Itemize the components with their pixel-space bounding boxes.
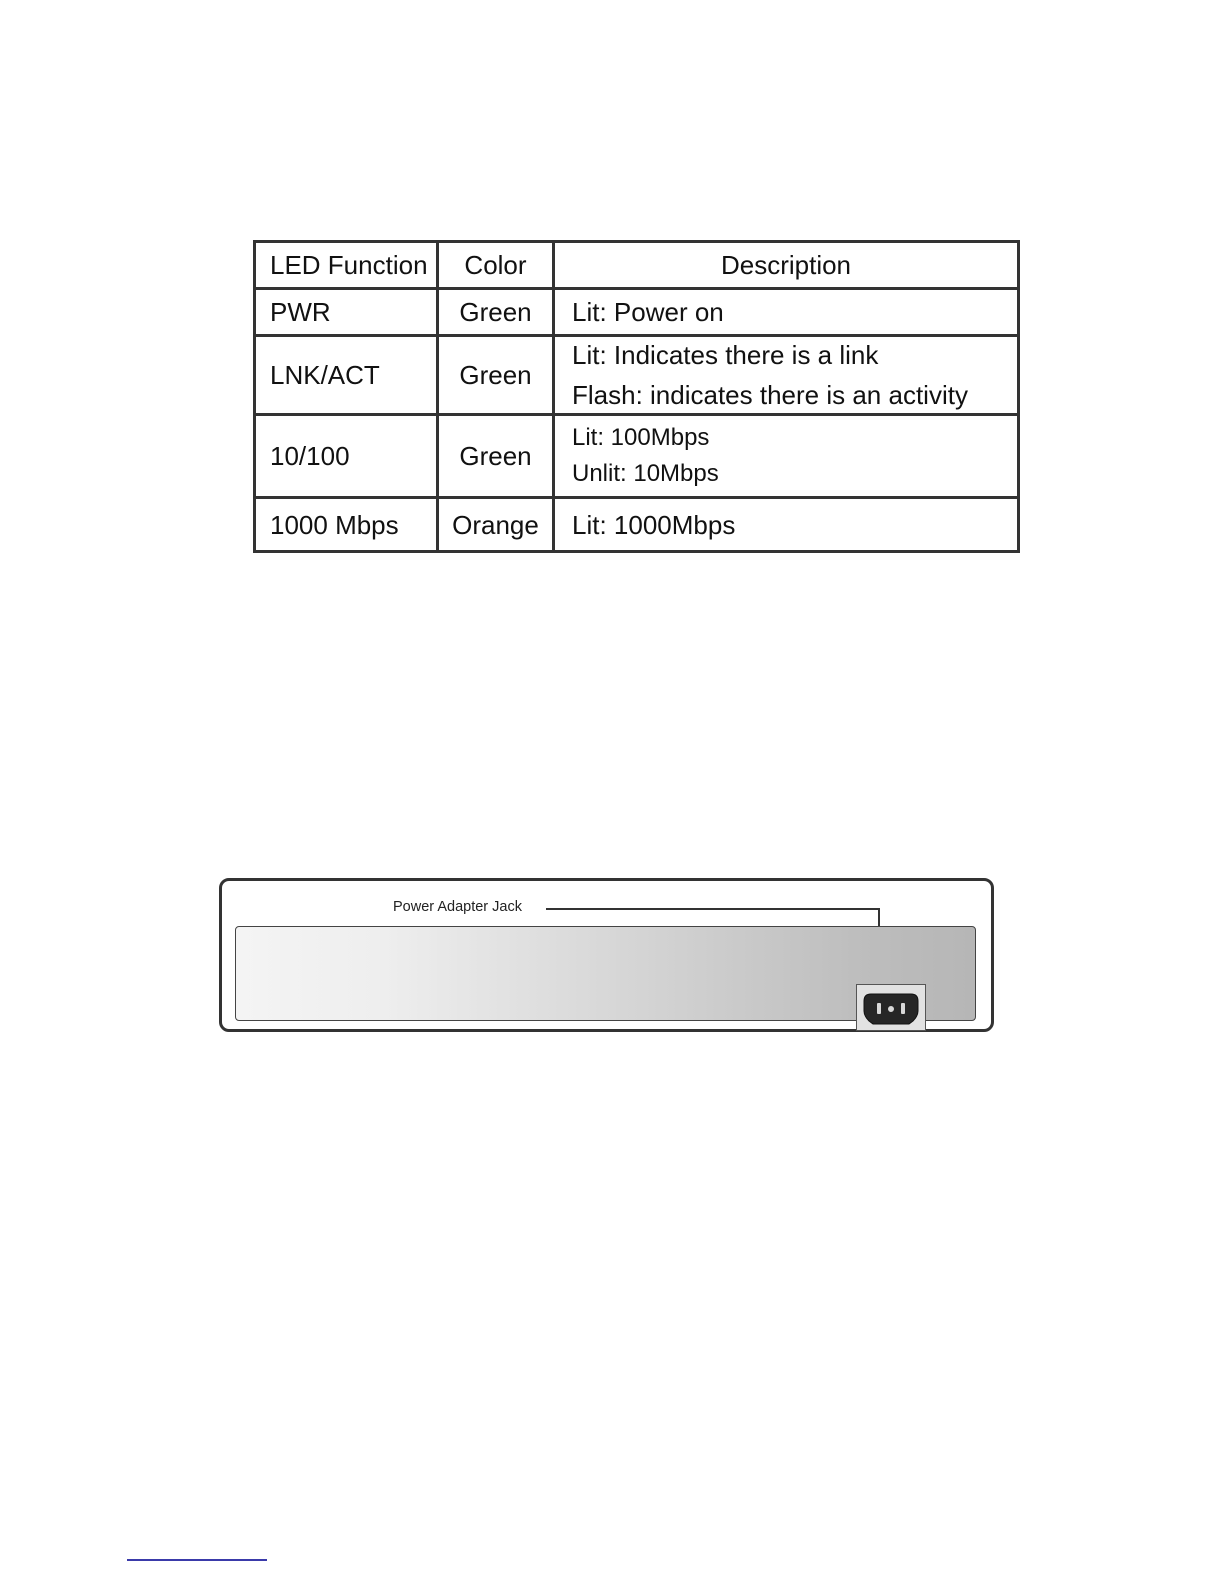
- rear-panel-face: [235, 926, 976, 1021]
- leader-line: [546, 908, 880, 910]
- led-color-cell: Green: [438, 336, 554, 415]
- led-function-cell: LNK/ACT: [255, 336, 438, 415]
- footer-rule: [127, 1559, 267, 1561]
- rear-panel-illustration: [219, 878, 994, 1032]
- led-color-cell: Green: [438, 289, 554, 336]
- led-description-cell: [554, 498, 1019, 552]
- header-color: Color: [438, 242, 554, 289]
- power-socket-icon: [857, 985, 925, 1030]
- header-led-function: LED Function: [255, 242, 438, 289]
- table-row: [255, 415, 1019, 498]
- description-line: Unlit: 10Mbps: [572, 460, 719, 487]
- led-function-cell: 10/100: [255, 415, 438, 498]
- table-row: [255, 289, 1019, 336]
- power-adapter-jack-label: Power Adapter Jack: [393, 899, 522, 915]
- led-function-table: [253, 240, 1020, 553]
- table-row: [255, 336, 1019, 415]
- table-header-row: [255, 242, 1019, 289]
- table-row: [255, 498, 1019, 552]
- description-line: Lit: Indicates there is a link: [572, 340, 879, 370]
- description-line: Lit: Power on: [572, 297, 724, 327]
- led-function-cell: 1000 Mbps: [255, 498, 438, 552]
- led-function-cell: PWR: [255, 289, 438, 336]
- led-color-cell: Green: [438, 415, 554, 498]
- led-color-cell: Orange: [438, 498, 554, 552]
- power-jack: [856, 984, 926, 1031]
- led-description-cell: [554, 415, 1019, 498]
- header-description: Description: [554, 242, 1019, 289]
- description-line: Flash: indicates there is an activity: [572, 380, 968, 410]
- led-description-cell: [554, 336, 1019, 415]
- description-line: Lit: 1000Mbps: [572, 509, 736, 540]
- description-line: Lit: 100Mbps: [572, 424, 710, 451]
- led-description-cell: [554, 289, 1019, 336]
